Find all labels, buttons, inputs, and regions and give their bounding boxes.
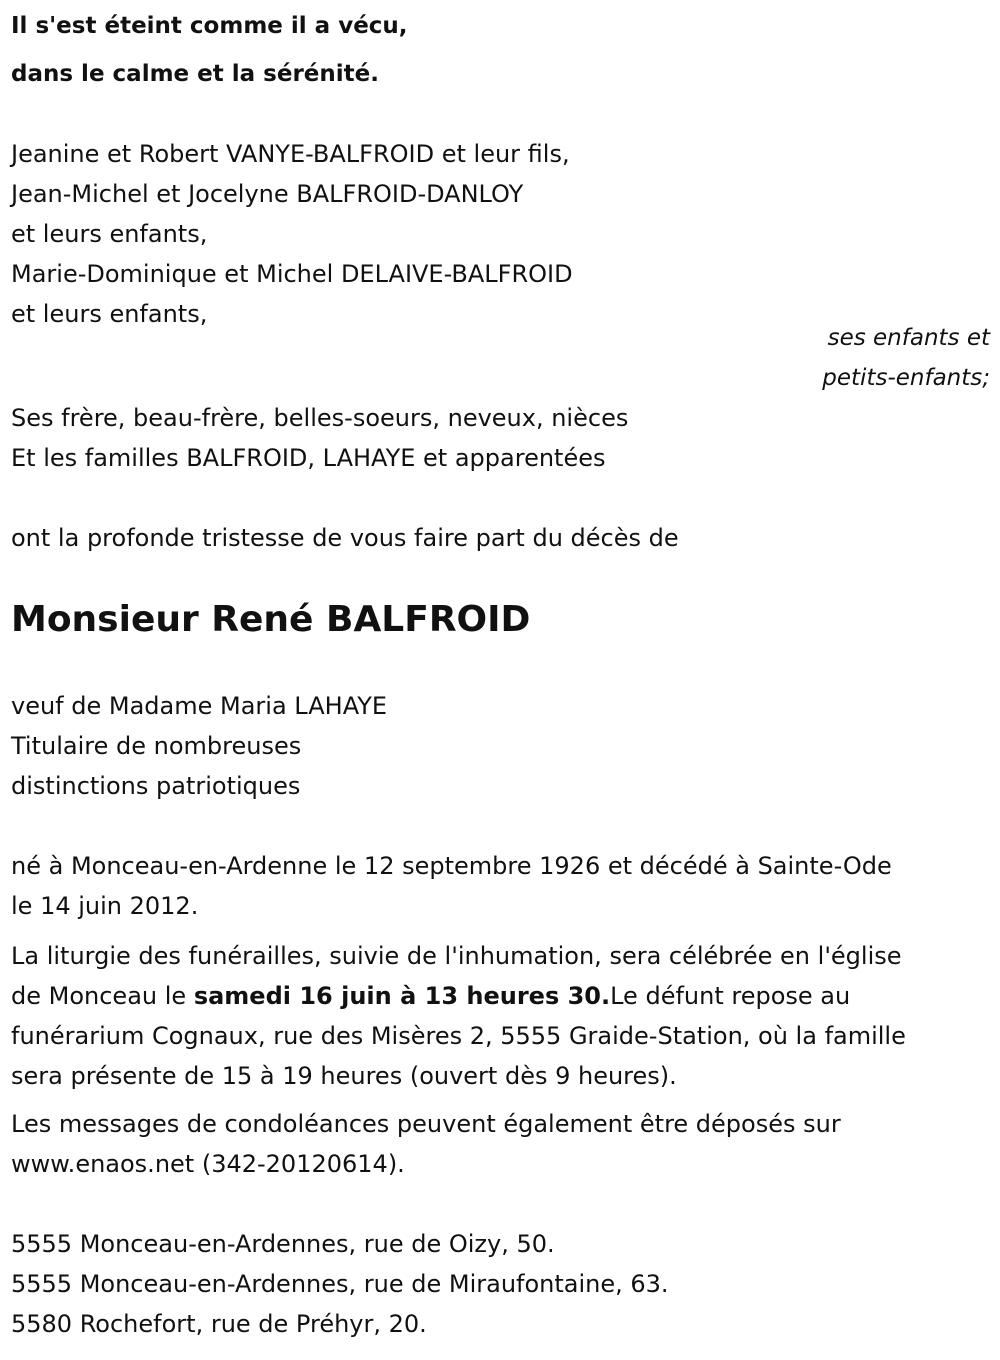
- birth-death-line-2: le 14 juin 2012.: [11, 892, 199, 920]
- family-suffix-line-1: ses enfants et: [827, 325, 990, 351]
- epigraph-line-2: dans le calme et la sérénité.: [11, 61, 379, 87]
- liturgy-line-4: sera présente de 15 à 19 heures (ouvert dès 9 heures).: [11, 1062, 677, 1090]
- family-line-5: et leurs enfants,: [11, 300, 208, 328]
- liturgy-line-3: funérarium Cognaux, rue des Misères 2, 5555 Graide-Station, où la famille: [11, 1022, 906, 1050]
- relatives-line-1: Ses frère, beau-frère, belles-soeurs, neveux, nièces: [11, 404, 629, 432]
- family-line-2: Jean-Michel et Jocelyne BALFROID-DANLOY: [11, 180, 524, 208]
- relatives-line-2: Et les familles BALFROID, LAHAYE et apparentées: [11, 444, 606, 472]
- condolences-line-2: www.enaos.net (342-20120614).: [11, 1150, 405, 1178]
- liturgy-line-2: [11, 976, 850, 1016]
- family-suffix-line-2: petits-enfants;: [822, 365, 990, 391]
- liturgy-line-1: La liturgie des funérailles, suivie de l'inhumation, sera célébrée en l'église: [11, 942, 902, 970]
- address-line-2: 5555 Monceau-en-Ardennes, rue de Miraufontaine, 63.: [11, 1270, 669, 1298]
- family-line-4: Marie-Dominique et Michel DELAIVE-BALFROID: [11, 260, 573, 288]
- address-line-1: 5555 Monceau-en-Ardennes, rue de Oizy, 50.: [11, 1230, 555, 1258]
- deceased-name: Monsieur René BALFROID: [11, 599, 531, 640]
- liturgy-line-2-post: Le défunt repose au: [610, 982, 851, 1010]
- liturgy-line-2-pre: de Monceau le: [11, 982, 194, 1010]
- family-line-1: Jeanine et Robert VANYE-BALFROID et leur fils,: [11, 140, 570, 168]
- details-line-2: Titulaire de nombreuses: [11, 732, 302, 760]
- announcement: ont la profonde tristesse de vous faire part du décès de: [11, 524, 679, 552]
- epigraph-line-1: Il s'est éteint comme il a vécu,: [11, 13, 408, 39]
- liturgy-datetime: samedi 16 juin à 13 heures 30.: [193, 982, 611, 1010]
- birth-death-line-1: né à Monceau-en-Ardenne le 12 septembre 1926 et décédé à Sainte-Ode: [11, 852, 892, 880]
- condolences-line-1: Les messages de condoléances peuvent également être déposés sur: [11, 1110, 841, 1138]
- details-line-1: veuf de Madame Maria LAHAYE: [11, 692, 388, 720]
- family-line-3: et leurs enfants,: [11, 220, 208, 248]
- details-line-3: distinctions patriotiques: [11, 772, 301, 800]
- address-line-3: 5580 Rochefort, rue de Préhyr, 20.: [11, 1310, 427, 1338]
